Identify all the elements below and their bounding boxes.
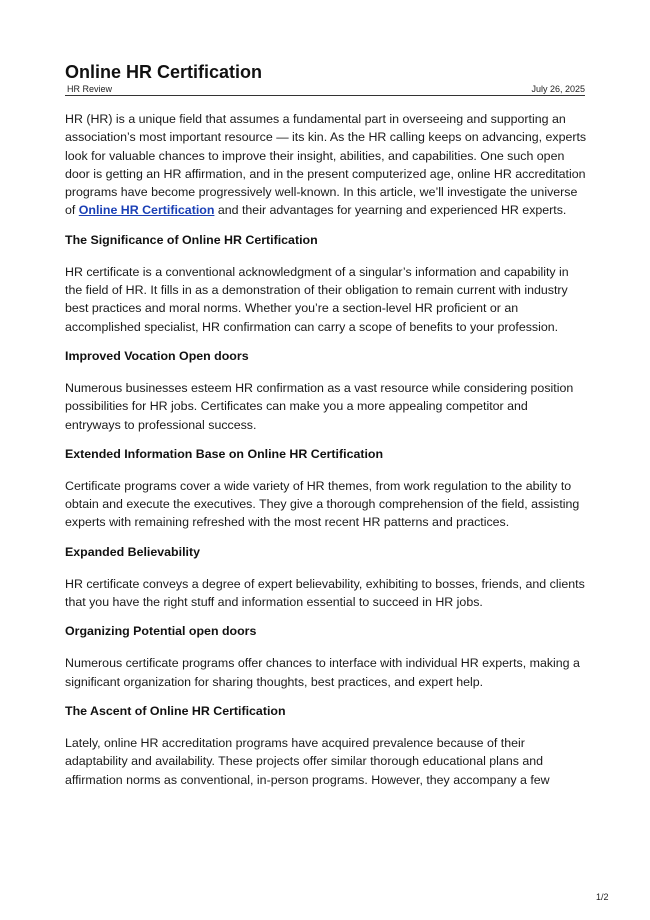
article-meta	[65, 84, 585, 96]
intro-paragraph	[65, 110, 587, 220]
section-heading: The Significance of Online HR Certification	[65, 232, 318, 247]
intro-text-end: and their advantages for yearning and experienced HR experts.	[214, 203, 567, 218]
section-heading: Extended Information Base on Online HR Certification	[65, 446, 384, 461]
section-heading: Expanded Believability	[65, 544, 200, 559]
section-paragraph: HR certificate is a conventional acknowledgment of a singular’s information and capability in the field of HR. It fills in as a demonstration of their obligation to remain current with industry best practices and moral norms. Whether you’re a section-level HR proficient or an accomplished specialist, HR confirmation can carry a scope of benefits to your profession.	[65, 264, 569, 334]
section-paragraph: Lately, online HR accreditation programs have acquired prevalence because of their adaptability and availability. These projects offer similar thorough educational plans and affirmation norms as conventional, in-person programs. However, they accompany a few	[65, 735, 550, 787]
page-number: 1/2	[596, 892, 609, 902]
section-heading: The Ascent of Online HR Certification	[65, 703, 286, 718]
author-name: HR Review	[67, 84, 113, 94]
intro-text: HR (HR) is a unique field that assumes a fundamental part in overseeing and supporting an association’s most important resource — its kin. As the HR calling keeps on advancing, experts look for valuable chances to improve their insight, abilities, and capabilities. One such open door is getting an HR affirmation, and in the present computerized age, online HR accreditation programs have become progressively well-known. In this article, we’ll investigate the universe of	[65, 112, 587, 218]
article-body	[65, 110, 587, 800]
section-paragraph: HR certificate conveys a degree of expert believability, exhibiting to bosses, friends, and clients that you have the right stuff and information essential to succeed in HR jobs.	[65, 576, 585, 610]
online-hr-certification-link[interactable]: Online HR Certification	[78, 203, 215, 218]
publish-date: July 26, 2025	[531, 84, 585, 94]
section-paragraph: Numerous certificate programs offer chances to interface with individual HR experts, making a significant organization for sharing thoughts, best practices, and expert help.	[65, 656, 580, 689]
section-heading: Organizing Potential open doors	[65, 624, 257, 639]
section-paragraph: Certificate programs cover a wide variety of HR themes, from work regulation to the ability to obtain and execute the executives. They give a thorough comprehension of the field, assisting experts with remaining refreshed with the most recent HR patterns and practices.	[65, 478, 580, 530]
page-title: Online HR Certification	[65, 62, 263, 82]
section-heading: Improved Vocation Open doors	[65, 348, 249, 363]
section-paragraph: Numerous businesses esteem HR confirmation as a vast resource while considering position possibilities for HR jobs. Certificates can make you a more appealing competitor and entryways to professional success.	[65, 380, 574, 432]
